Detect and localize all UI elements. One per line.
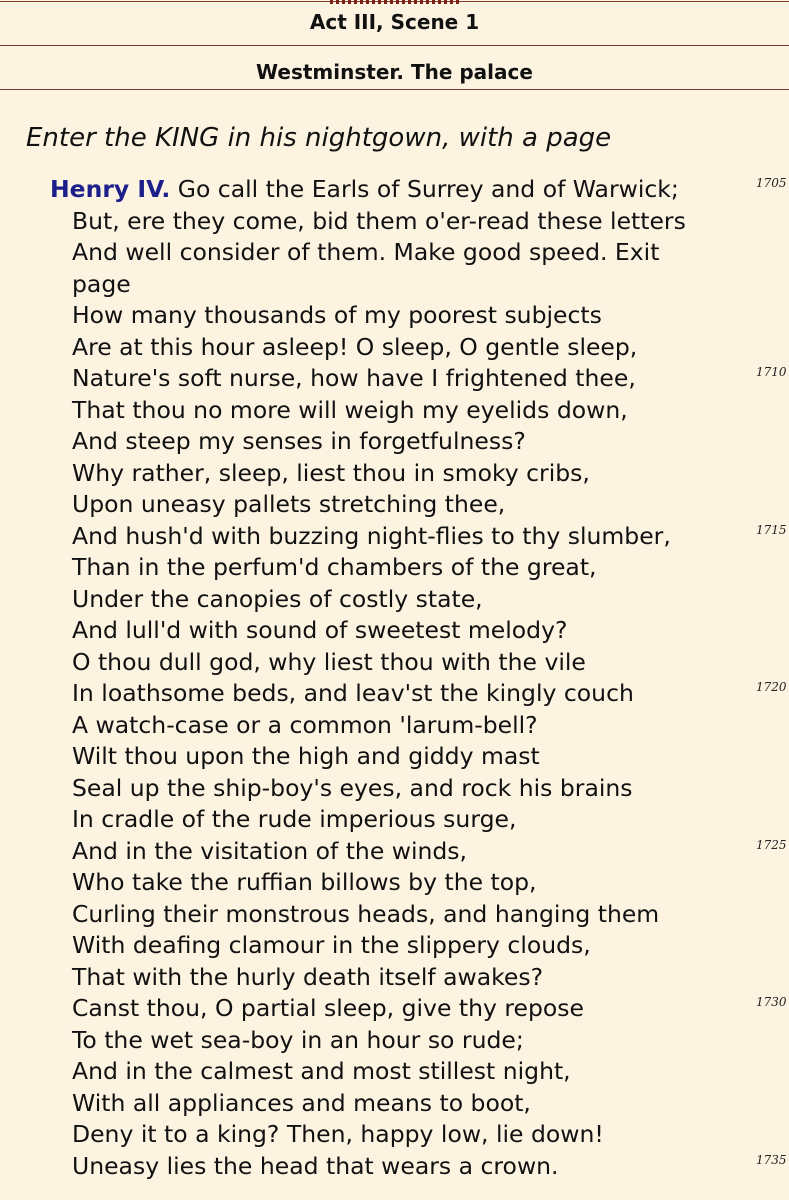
verse-line [50, 395, 750, 427]
line-text: To the wet sea-boy in an hour so rude; [72, 1025, 524, 1054]
speaker-name[interactable]: Henry IV. [50, 175, 171, 203]
line-text: Under the canopies of costly state, [72, 584, 483, 613]
line-text: Than in the perfum'd chambers of the great, [72, 553, 597, 581]
line-text: Wilt thou upon the high and giddy mast [72, 742, 540, 770]
verse-line [50, 521, 787, 553]
verse-line [50, 426, 750, 458]
line-number: 1730 [756, 995, 787, 1009]
speech-first-line [50, 174, 787, 206]
verse-line [50, 206, 750, 238]
verse-line [50, 1119, 750, 1151]
line-number: 1705 [756, 176, 787, 190]
verse-line [50, 899, 750, 931]
line-text: O thou dull god, why liest thou with the vile [72, 647, 586, 676]
line-number: 1715 [756, 522, 787, 537]
verse-line [50, 1088, 750, 1120]
verse-line [50, 552, 750, 584]
ornament-flourish [330, 0, 460, 4]
verse-line [50, 489, 750, 521]
verse-lines [50, 206, 787, 1183]
line-text: And in the visitation of the winds, [72, 836, 468, 865]
verse-line [50, 363, 787, 395]
verse-line [50, 1056, 750, 1088]
verse-line [50, 1151, 787, 1183]
verse-line [50, 993, 787, 1025]
line-text: Why rather, sleep, liest thou in smoky cribs, [72, 458, 590, 487]
line-text: Go call the Earls of Surrey and of Warwick; [177, 175, 679, 203]
verse-line [50, 741, 750, 773]
line-text: And steep my senses in forgetfulness? [72, 427, 526, 455]
line-text: With deafing clamour in the slippery clouds, [72, 931, 591, 959]
stage-direction: Enter the KING in his nightgown, with a page [26, 123, 612, 153]
verse-line [50, 647, 750, 679]
line-text: And in the calmest and most stillest night, [72, 1057, 571, 1085]
line-text: That with the hurly death itself awakes? [72, 962, 544, 991]
line-text: But, ere they come, bid them o'er-read these letters [72, 206, 686, 235]
line-text: A watch-case or a common 'larum-bell? [72, 710, 538, 739]
verse-line [50, 836, 787, 868]
line-text: Deny it to a king? Then, happy low, lie down! [72, 1120, 604, 1148]
line-text: Who take the ruffian billows by the top, [72, 868, 537, 896]
line-text: Nature's soft nurse, how have I frightened thee, [72, 364, 636, 392]
verse-line [50, 773, 750, 805]
verse-line [50, 458, 750, 490]
verse-line [50, 300, 750, 332]
line-number: 1710 [756, 365, 787, 379]
line-text: Canst thou, O partial sleep, give thy repose [72, 994, 584, 1022]
line-text: And well consider of them. Make good speed. Exit [72, 238, 660, 266]
line-text: That thou no more will weigh my eyelids down, [72, 395, 628, 424]
line-text: And hush'd with buzzing night-flies to thy slumber, [72, 521, 671, 550]
line-number: 1720 [756, 680, 787, 694]
verse-line [50, 584, 750, 616]
line-text: Are at this hour asleep! O sleep, O gentle sleep, [72, 332, 638, 361]
verse-line [50, 1025, 750, 1057]
line-text: Uneasy lies the head that wears a crown. [72, 1151, 559, 1180]
verse-line [50, 710, 750, 742]
verse-line [50, 678, 787, 710]
verse-line [50, 962, 750, 994]
line-text: In loathsome beds, and leav'st the kingly couch [72, 679, 634, 707]
line-text: Upon uneasy pallets stretching thee, [72, 490, 506, 518]
line-text: And lull'd with sound of sweetest melody? [72, 616, 568, 644]
speech-block [50, 174, 787, 1182]
verse-line [50, 930, 750, 962]
act-scene-heading: Act III, Scene 1 [309, 10, 480, 34]
scene-location: Westminster. The palace [256, 60, 533, 84]
line-text: With all appliances and means to boot, [72, 1088, 531, 1117]
line-text: Seal up the ship-boy's eyes, and rock his brains [72, 773, 633, 802]
header-divider [0, 45, 789, 46]
line-text: How many thousands of my poorest subjects [72, 301, 602, 329]
verse-line [50, 867, 750, 899]
location-divider [0, 89, 789, 90]
verse-line [50, 804, 750, 836]
top-ornament [0, 0, 789, 4]
line-text: In cradle of the rude imperious surge, [72, 805, 517, 833]
line-text: Curling their monstrous heads, and hanging them [72, 899, 660, 928]
verse-line [50, 237, 750, 269]
line-number: 1735 [756, 1152, 787, 1167]
verse-line [50, 269, 750, 301]
line-number: 1725 [756, 837, 787, 852]
verse-line [50, 332, 750, 364]
line-text: page [72, 269, 131, 298]
verse-line [50, 615, 750, 647]
